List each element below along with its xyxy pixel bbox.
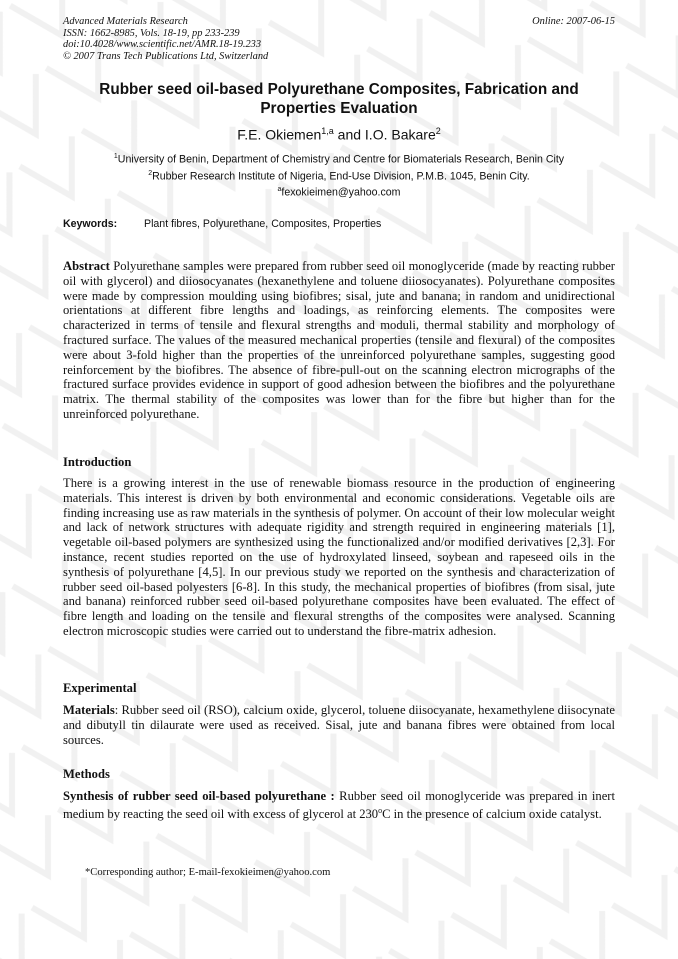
journal-issn: ISSN: 1662-8985, Vols. 18-19, pp 233-239 [63, 27, 240, 39]
introduction-paragraph: There is a growing interest in the use of renewable biomass resource in the production of engineering materials. This interest is driven by both environmental and economic considerations. Vegetable oils are finding increasing use as raw materials in the synthesis of polymer. On account of their low molecular weight and lack of network structures with adequate rigidity and strength required in engineering materials [1], vegetable oil-based polymers are synthesized using the functionalized and/or modified derivatives [2,3]. For instance, recent studies reported on the use of hydroxylated linseed, soybean and rapeseed oils in the synthesis of polyurethane [4,5]. In our previous study we reported on the synthesis and characterization of rubber seed oil-based polyesters [6-8]. In this study, the mechanical properties of biofibres (from sisal, jute and banana) reinforced rubber seed oil-based polyurethane composites have been evaluated. The effect of fibre length and loading on the tensile and flexural strengths of the composites were analysed. Scanning electron microscopic studies were carried out to understand the fibre-matrix adhesion. [63, 476, 615, 638]
author-affiliation-mark: 2 [435, 126, 441, 136]
synthesis-paragraph [63, 789, 615, 822]
experimental-heading: Experimental [63, 681, 137, 695]
author-affiliation-mark: 1,a [321, 126, 334, 136]
synthesis-text: Rubber seed oil monoglyceride was prepared in inert medium by reacting the seed oil with excess of glycerol at 230 [63, 789, 615, 821]
introduction-heading: Introduction [63, 455, 132, 469]
keywords [63, 218, 615, 231]
affiliations [63, 150, 615, 200]
affiliation-mark: 1 [113, 153, 118, 160]
email-text: fexokieimen@yahoo.com [281, 187, 401, 199]
author-name: F.E. Okiemen [237, 126, 322, 143]
synthesis-text-end: C in the presence of calcium oxide catalyst. [382, 806, 602, 821]
keywords-label: Keywords: [63, 218, 118, 230]
materials-paragraph [63, 703, 615, 747]
keywords-text: Plant fibres, Polyurethane, Composites, Properties [144, 218, 382, 230]
affiliation-mark: 2 [148, 169, 153, 177]
abstract-text: Polyurethane samples were prepared from rubber seed oil monoglyceride (made by reacting rubber oil with glycerol) and diiosocyanates (hexanethylene and toluene diiosocyanates). Polyurethane composites were made by compression moulding using biofibres; sisal, jute and banana; in random and unidirectional orientations at different fibre lengths and loadings, as reinforcing elements. The composites were characterized in terms of tensile and flexural strengths and moduli, thermal stability and morphology of fractured surface. The values of the measured mechanical properties (tensile and flexural) of the composites were about 3-fold higher than the properties of the unreinforced polyurethane samples, suggesting good reinforcement by the biofibres. The absence of fibre-pull-out on the scanning electron micrographs of the fractured surface provides evidence in support of good adhesion between the biofibres and the polyurethane matrix. The thermal stability of the composites was lower than for the fibre but higher than for the unreinforced polyurethane. [63, 259, 615, 421]
abstract-paragraph [63, 259, 615, 422]
methods-heading: Methods [63, 767, 110, 781]
paper-title: Rubber seed oil-based Polyurethane Composites, Fabrication and Properties Evaluation [99, 81, 579, 117]
journal-copyright: © 2007 Trans Tech Publications Ltd, Switzerland [63, 50, 269, 62]
affiliation-text: University of Benin, Department of Chemistry and Centre for Biomaterials Research, Benin City [117, 153, 565, 166]
author-conjunction: and [333, 126, 365, 143]
abstract-label: Abstract [63, 259, 110, 273]
synthesis-label: Synthesis of rubber seed oil-based polyurethane : [63, 789, 335, 803]
affiliation-text: Rubber Research Institute of Nigeria, End-Use Division, P.M.B. 1045, Benin City. [152, 170, 530, 183]
online-date: Online: 2007-06-15 [532, 16, 615, 27]
affiliation-email [63, 183, 615, 200]
author-name: I.O. Bakare [364, 126, 436, 143]
email-mark: a [277, 186, 282, 194]
journal-doi: doi:10.4028/www.scientific.net/AMR.18-19.233 [63, 39, 262, 51]
affiliation-line [63, 150, 615, 167]
corresponding-author-footnote: *Corresponding author; E-mail-fexokieimen@yahoo.com [85, 867, 331, 878]
materials-label: Materials [63, 703, 115, 717]
paper-authors [63, 123, 615, 144]
journal-name: Advanced Materials Research [63, 16, 188, 27]
affiliation-line [63, 167, 615, 184]
journal-header [63, 16, 615, 62]
degree-mark: o [378, 805, 383, 815]
materials-text: : Rubber seed oil (RSO), calcium oxide, glycerol, toluene diisocyanate, hexamethylene diisocynate and dibutyll tin dilaurate were used as received. Sisal, jute and banana fibres were obtained from local sources. [63, 703, 615, 747]
